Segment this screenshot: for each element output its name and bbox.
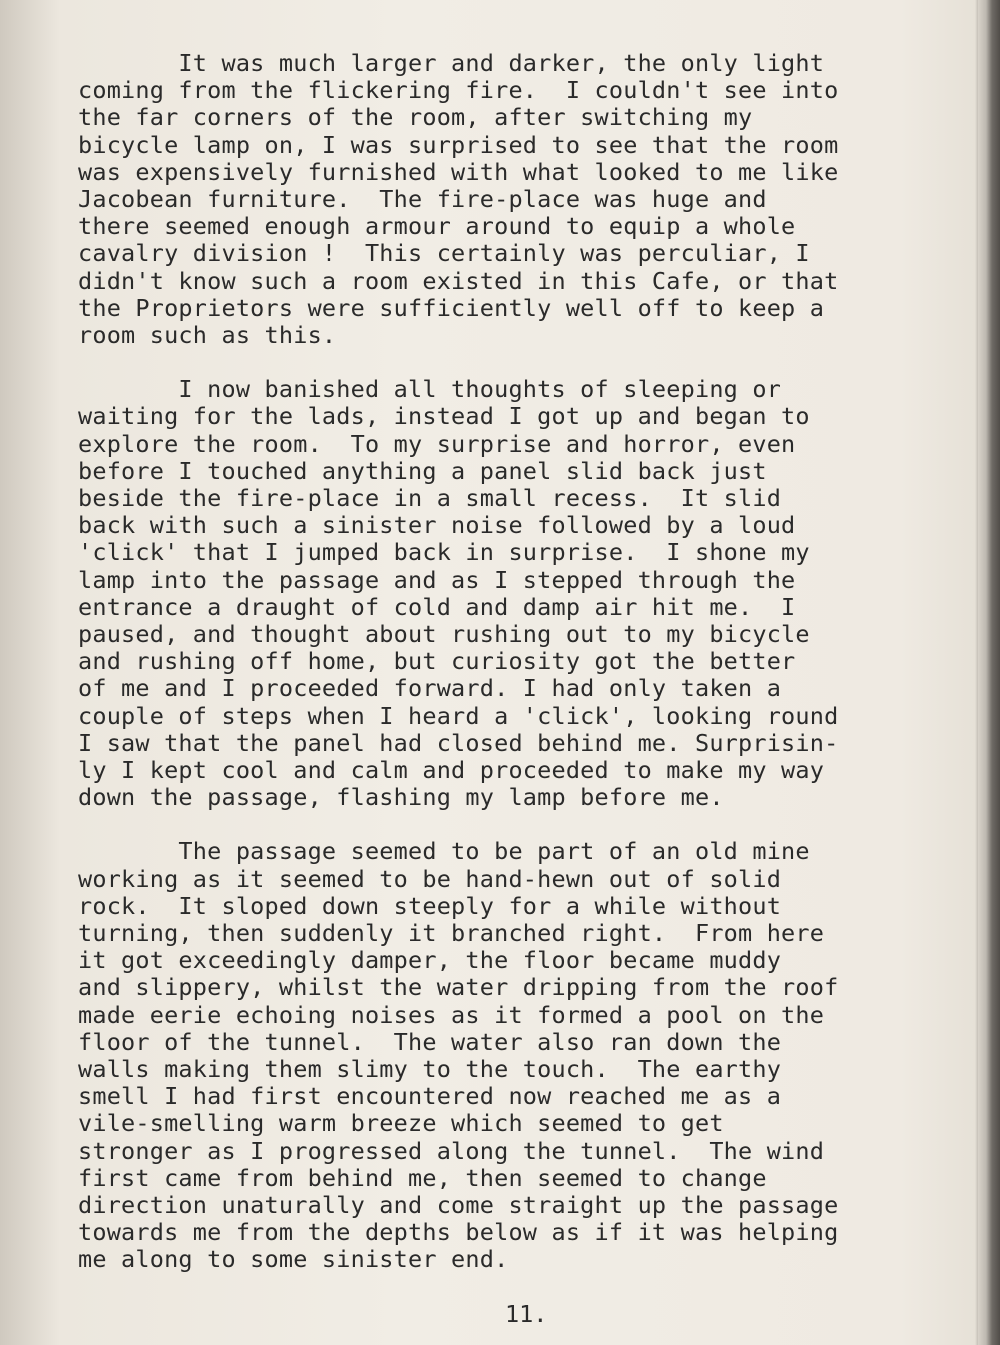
text-line: stronger as I progressed along the tunnel. The wind <box>78 1136 825 1165</box>
text-line: couple of steps when I heard a 'click', looking round <box>78 701 839 730</box>
text-line: beside the fire-place in a small recess. It slid <box>78 484 782 512</box>
text-line: paused, and thought about rushing out to my bicycle <box>78 619 810 648</box>
text-line: it got exceedingly damper, the floor became muddy <box>78 946 782 975</box>
paragraph-3 <box>78 838 968 1273</box>
text-line: and rushing off home, but curiosity got the better <box>78 647 796 676</box>
text-line: room such as this. <box>78 320 337 349</box>
paragraph-2 <box>78 376 968 811</box>
text-line: 'click' that I jumped back in surprise. I shone my <box>78 538 810 567</box>
text-line: me along to some sinister end. <box>78 1245 509 1274</box>
text-line: the Proprietors were sufficiently well off to keep a <box>78 293 825 322</box>
text-line: The passage seemed to be part of an old mine <box>78 837 810 866</box>
text-line: direction unaturally and come straight up the passage <box>78 1190 839 1219</box>
text-line: floor of the tunnel. The water also ran down the <box>78 1027 782 1056</box>
text-line: It was much larger and darker, the only light <box>78 49 825 77</box>
text-line: ly I kept cool and calm and proceeded to make my way <box>78 755 825 784</box>
text-line: down the passage, flashing my lamp before me. <box>78 783 724 812</box>
text-line: made eerie echoing noises as it formed a pool on the <box>78 1000 825 1029</box>
text-line: explore the room. To my surprise and horror, even <box>78 429 796 458</box>
text-line: cavalry division ! This certainly was perculiar, I <box>78 239 810 268</box>
text-line: entrance a draught of cold and damp air hit me. I <box>78 592 796 621</box>
text-line: Jacobean furniture. The fire-place was huge and <box>78 184 767 213</box>
text-line: coming from the flickering fire. I couldn't see into <box>78 76 839 105</box>
text-line: was expensively furnished with what looked to me like <box>78 157 839 186</box>
text-line: vile-smelling warm breeze which seemed to get <box>78 1109 724 1138</box>
paragraph-gap <box>78 349 968 376</box>
text-line: I saw that the panel had closed behind me. Surprisin- <box>78 728 839 757</box>
text-line: I now banished all thoughts of sleeping or <box>78 375 782 404</box>
text-line: didn't know such a room existed in this Cafe, or that <box>78 266 839 295</box>
page-edge-shadow <box>978 0 1000 1345</box>
text-line: lamp into the passage and as I stepped through the <box>78 565 796 594</box>
paragraph-gap <box>78 811 968 838</box>
text-line: back with such a sinister noise followed by a loud <box>78 511 796 540</box>
text-line: walls making them slimy to the touch. The earthy <box>78 1054 782 1083</box>
text-line: working as it seemed to be hand-hewn out of solid <box>78 864 782 893</box>
text-line: bicycle lamp on, I was surprised to see that the room <box>78 130 839 159</box>
text-line: before I touched anything a panel slid back just <box>78 456 767 485</box>
paragraph-1 <box>78 50 968 349</box>
text-line: there seemed enough armour around to equip a whole <box>78 212 796 241</box>
text-line: the far corners of the room, after switching my <box>78 103 753 132</box>
text-line: towards me from the depths below as if it was helping <box>78 1218 839 1247</box>
page-number: 11. <box>505 1300 548 1328</box>
text-line: smell I had first encountered now reached me as a <box>78 1082 782 1111</box>
text-line: of me and I proceeded forward. I had only taken a <box>78 674 782 703</box>
text-line: and slippery, whilst the water dripping from the roof <box>78 973 839 1002</box>
text-line: first came from behind me, then seemed to change <box>78 1163 767 1192</box>
page-body <box>78 50 968 1273</box>
text-line: turning, then suddenly it branched right. From here <box>78 919 825 947</box>
text-line: waiting for the lads, instead I got up and began to <box>78 402 810 431</box>
text-line: rock. It sloped down steeply for a while without <box>78 891 782 920</box>
